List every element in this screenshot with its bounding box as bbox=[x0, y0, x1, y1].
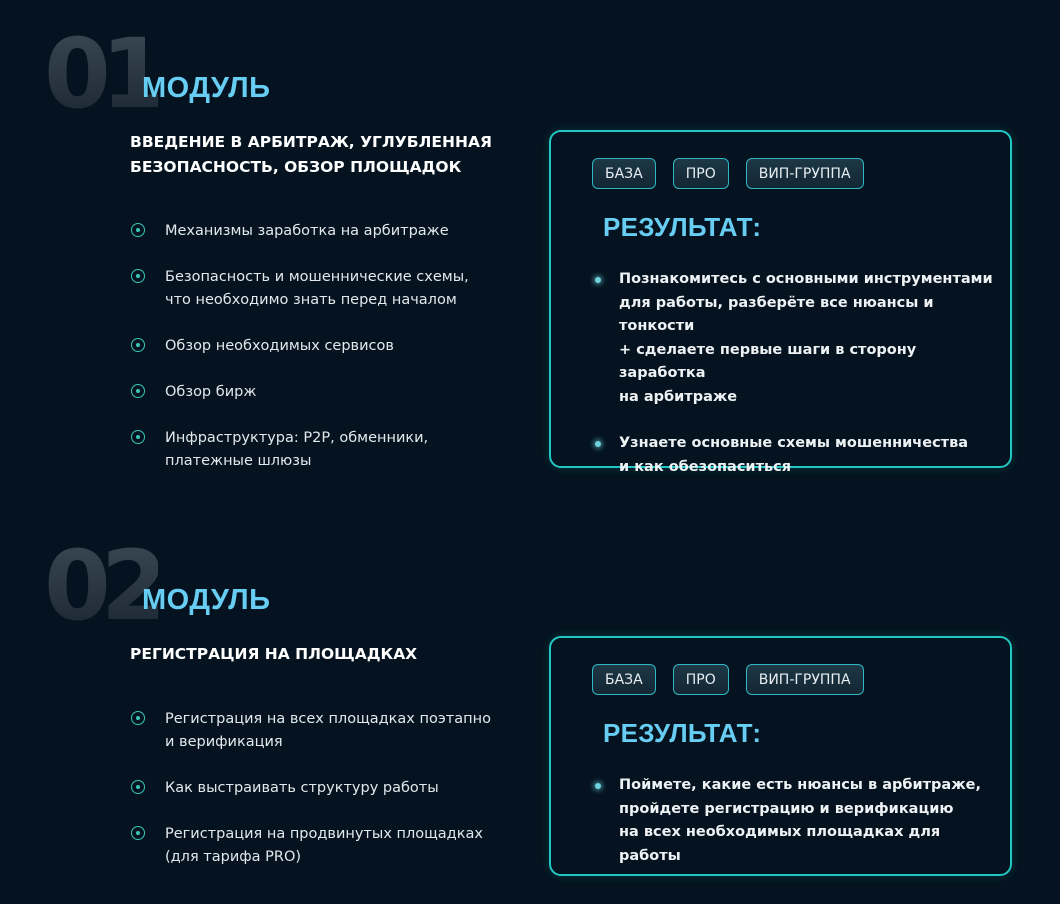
glow-dot-icon bbox=[595, 441, 601, 447]
radio-bullet-icon bbox=[131, 711, 145, 725]
radio-bullet-icon bbox=[131, 384, 145, 398]
tag-pro[interactable]: ПРО bbox=[673, 158, 729, 189]
tariff-tags bbox=[592, 664, 881, 695]
topic-text: Безопасность и мошеннические схемы, что необходимо знать перед началом bbox=[165, 269, 469, 308]
topic-text: Регистрация на всех площадках поэтапно и верификация bbox=[165, 711, 491, 750]
module-title: ВВЕДЕНИЕ В АРБИТРАЖ, УГЛУБЛЕННАЯ БЕЗОПАСНОСТЬ, ОБЗОР ПЛОЩАДОК bbox=[130, 133, 492, 176]
topic-item bbox=[130, 220, 520, 243]
tag-baza[interactable]: БАЗА bbox=[592, 158, 656, 189]
radio-bullet-icon bbox=[131, 780, 145, 794]
result-item bbox=[593, 432, 993, 479]
radio-bullet-icon bbox=[131, 430, 145, 444]
result-text: Познакомитесь с основными инструментами для работы, разберёте все нюансы и тонкости + сделаете первые шаги в сторону заработка на арбитраже bbox=[619, 271, 993, 405]
topic-item bbox=[130, 708, 520, 754]
module-title: РЕГИСТРАЦИЯ НА ПЛОЩАДКАХ bbox=[130, 645, 418, 663]
radio-bullet-icon bbox=[131, 826, 145, 840]
result-title: РЕЗУЛЬТАТ: bbox=[603, 718, 762, 748]
topic-item bbox=[130, 335, 520, 358]
topic-item bbox=[130, 427, 520, 473]
radio-bullet-icon bbox=[131, 338, 145, 352]
glow-dot-icon bbox=[595, 783, 601, 789]
topic-text: Механизмы заработка на арбитраже bbox=[165, 223, 449, 239]
topic-item bbox=[130, 777, 520, 800]
result-list bbox=[593, 774, 993, 868]
result-item bbox=[593, 268, 993, 409]
tariff-tags bbox=[592, 158, 881, 189]
topic-text: Обзор необходимых сервисов bbox=[165, 338, 394, 354]
topic-text: Инфраструктура: P2P, обменники, платежные шлюзы bbox=[165, 430, 429, 469]
topic-item bbox=[130, 381, 520, 404]
result-card bbox=[549, 636, 1012, 876]
result-title: РЕЗУЛЬТАТ: bbox=[603, 212, 762, 242]
module-topics bbox=[130, 220, 520, 473]
topic-text: Регистрация на продвинутых площадках (для тарифа PRO) bbox=[165, 826, 483, 865]
module-number: 02 bbox=[44, 530, 158, 642]
module-label: МОДУЛЬ bbox=[142, 584, 271, 616]
tag-pro[interactable]: ПРО bbox=[673, 664, 729, 695]
result-list bbox=[593, 268, 993, 479]
topic-item bbox=[130, 823, 520, 869]
module-label: МОДУЛЬ bbox=[142, 72, 271, 104]
result-text: Поймете, какие есть нюансы в арбитраже, пройдете регистрацию и верификацию на всех необходимых площадках для работы bbox=[619, 777, 981, 864]
glow-dot-icon bbox=[595, 277, 601, 283]
topic-item bbox=[130, 266, 520, 312]
result-card bbox=[549, 130, 1012, 475]
tag-baza[interactable]: БАЗА bbox=[592, 664, 656, 695]
module-number: 01 bbox=[44, 18, 158, 130]
tag-vip[interactable]: ВИП-ГРУППА bbox=[746, 664, 864, 695]
topic-text: Обзор бирж bbox=[165, 384, 257, 400]
module-topics bbox=[130, 708, 520, 869]
result-item bbox=[593, 774, 993, 868]
radio-bullet-icon bbox=[131, 269, 145, 283]
result-text: Узнаете основные схемы мошенничества и как обезопаситься bbox=[619, 435, 969, 475]
topic-text: Как выстраивать структуру работы bbox=[165, 780, 439, 796]
radio-bullet-icon bbox=[131, 223, 145, 237]
tag-vip[interactable]: ВИП-ГРУППА bbox=[746, 158, 864, 189]
